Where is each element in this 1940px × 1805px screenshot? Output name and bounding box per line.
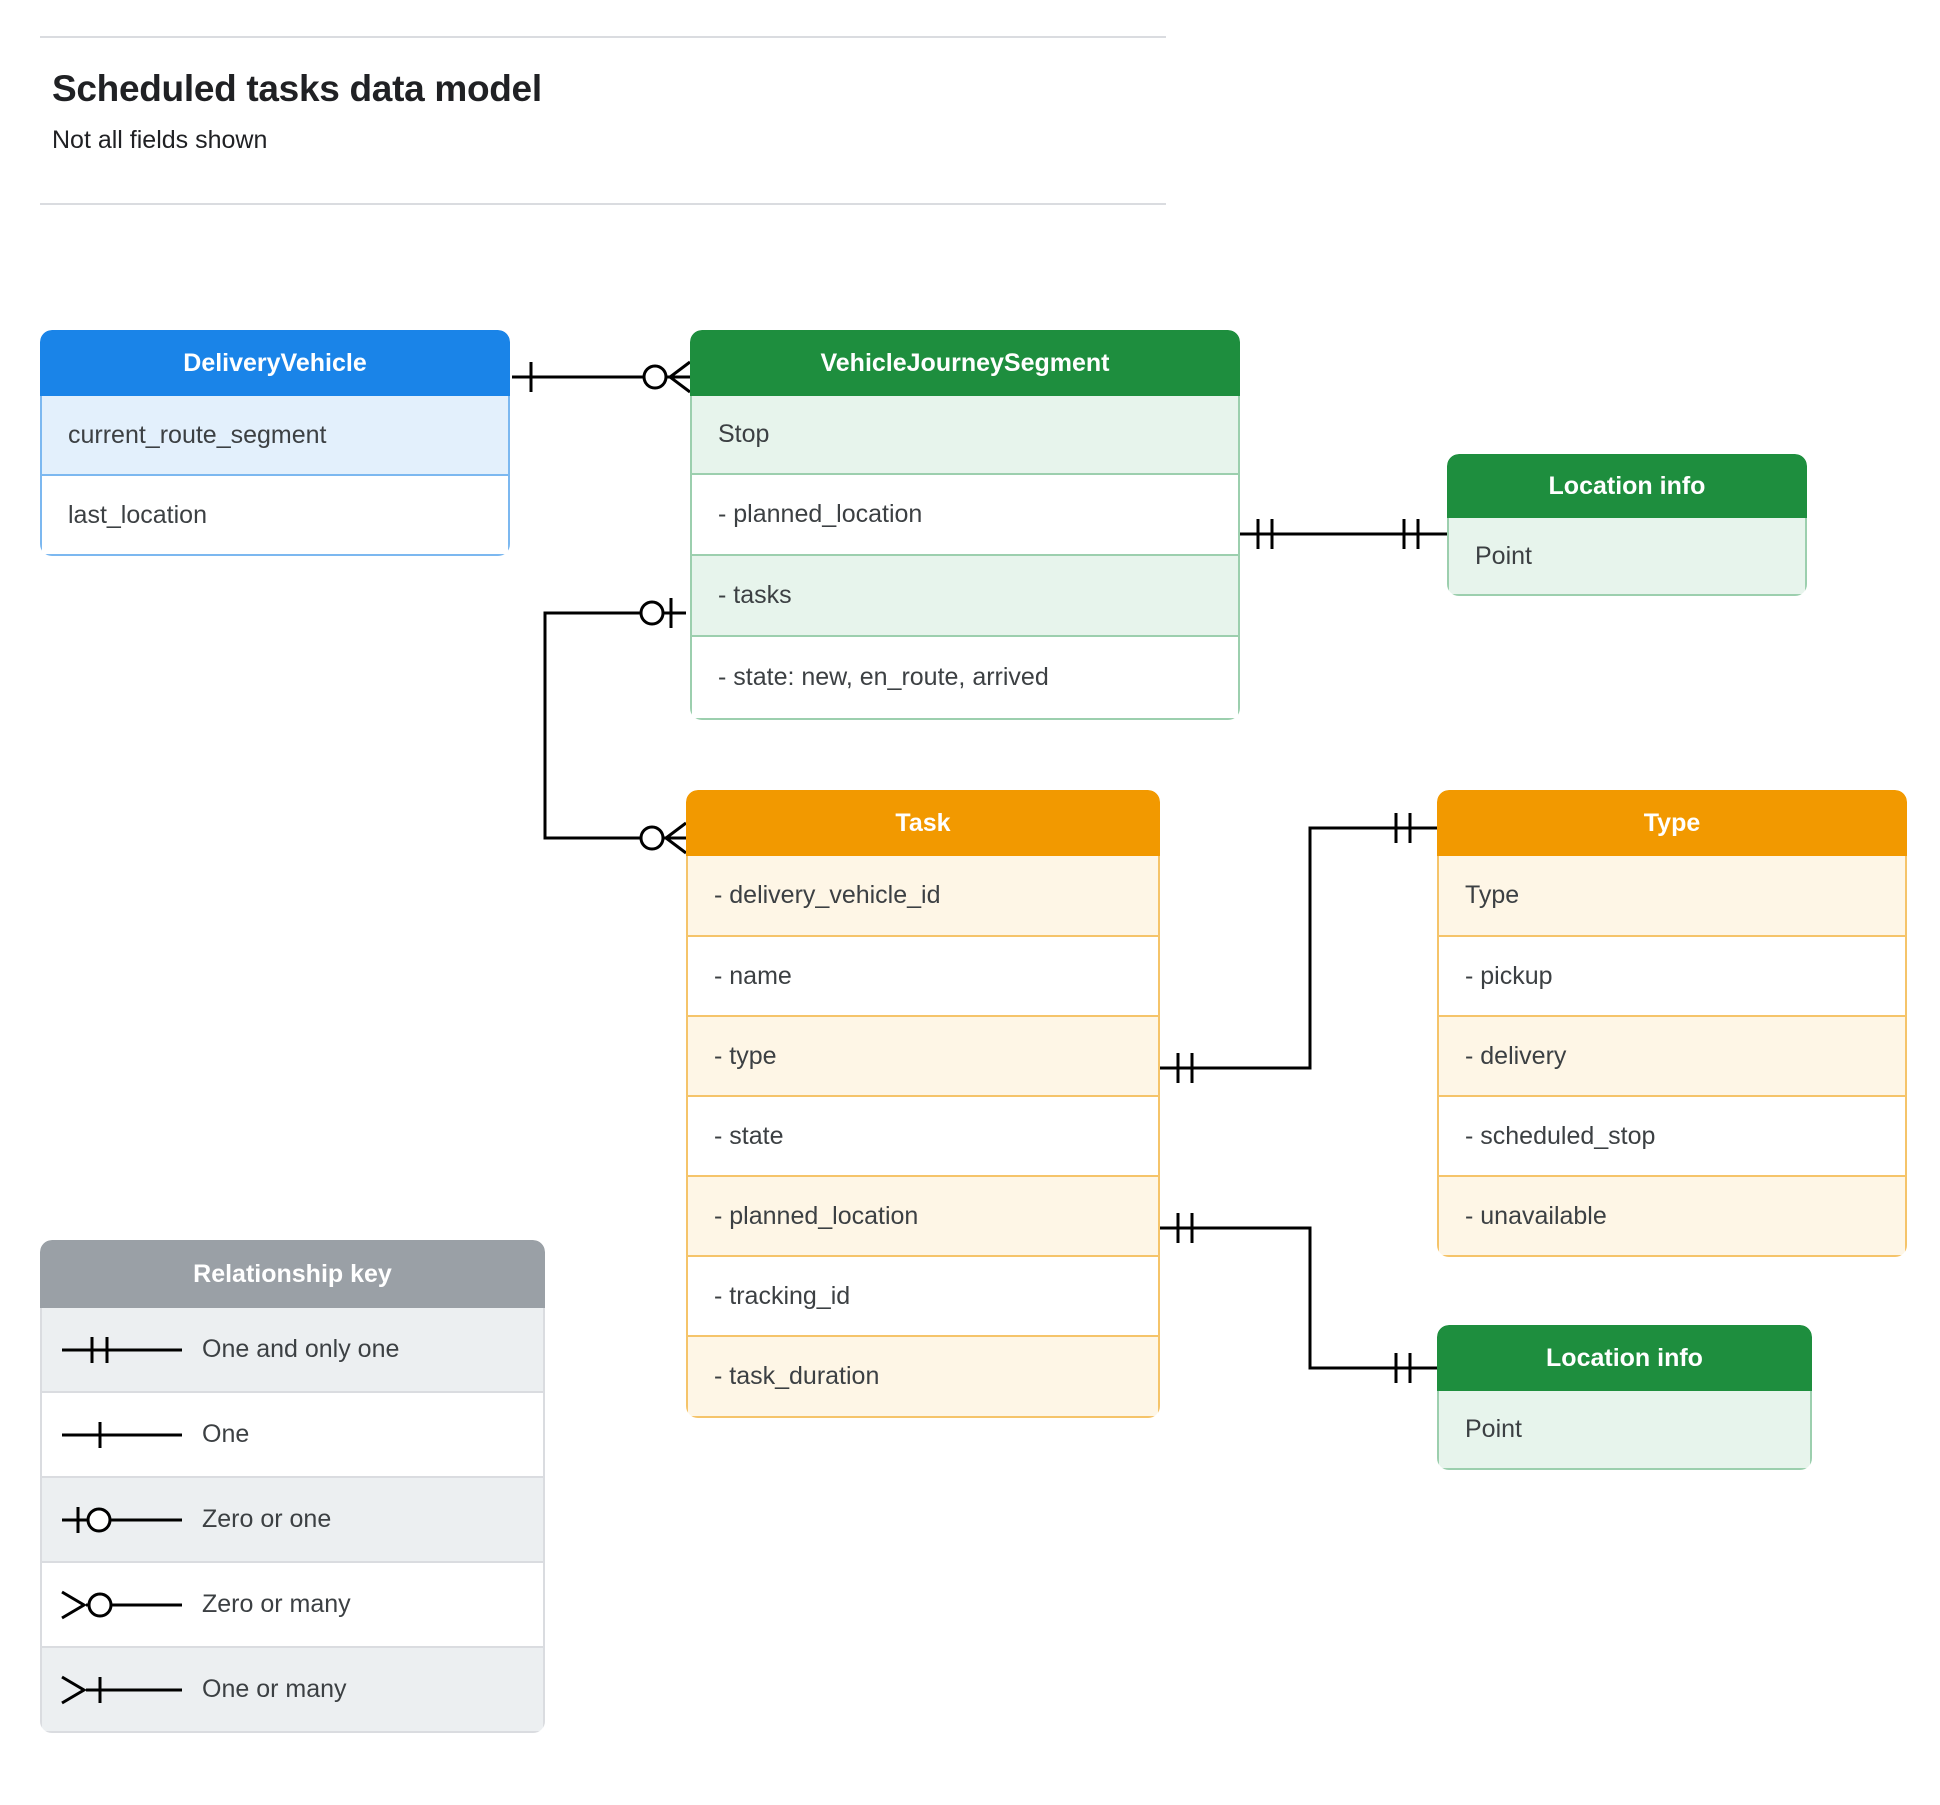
field-planned-location: - planned_location [690, 475, 1240, 556]
entity-delivery-vehicle-title: DeliveryVehicle [40, 330, 510, 396]
entity-type[interactable] [1437, 790, 1907, 1257]
field-type-delivery: - delivery [1437, 1017, 1907, 1097]
field-planned-location-task: - planned_location [686, 1177, 1160, 1257]
field-name: - name [686, 937, 1160, 1017]
entity-location-info-top-title: Location info [1447, 454, 1807, 518]
field-delivery-vehicle-id: - delivery_vehicle_id [686, 856, 1160, 937]
entity-location-info-bottom-title: Location info [1437, 1325, 1812, 1391]
field-point-top: Point [1447, 518, 1807, 596]
field-task-duration: - task_duration [686, 1337, 1160, 1418]
field-last-location: last_location [40, 476, 510, 556]
one-or-many-icon [42, 1670, 202, 1710]
relationship-key-title: Relationship key [40, 1240, 545, 1308]
field-current-route-segment: current_route_segment [40, 396, 510, 476]
relationship-key-label: Zero or one [202, 1505, 332, 1533]
header-divider-bottom [40, 203, 1166, 205]
relationship-key-label: One [202, 1420, 250, 1448]
zero-or-many-icon [42, 1585, 202, 1625]
entity-location-info-bottom[interactable] [1437, 1325, 1812, 1470]
field-tasks: - tasks [690, 556, 1240, 637]
relationship-key-item-one-and-only-one [40, 1308, 545, 1393]
field-point-bottom: Point [1437, 1391, 1812, 1470]
one-and-only-one-icon [42, 1330, 202, 1370]
relationship-key-item-zero-or-one [40, 1478, 545, 1563]
relationship-key-panel [40, 1240, 545, 1733]
field-tracking-id: - tracking_id [686, 1257, 1160, 1337]
field-state: - state: new, en_route, arrived [690, 637, 1240, 720]
relationship-key-item-one-or-many [40, 1648, 545, 1733]
relationship-key-item-one [40, 1393, 545, 1478]
relationship-key-label: One and only one [202, 1335, 400, 1363]
field-state-task: - state [686, 1097, 1160, 1177]
entity-task-title: Task [686, 790, 1160, 856]
entity-delivery-vehicle[interactable] [40, 330, 510, 556]
field-type-unavailable: - unavailable [1437, 1177, 1907, 1257]
page-title: Scheduled tasks data model [52, 68, 542, 109]
field-type-scheduled-stop: - scheduled_stop [1437, 1097, 1907, 1177]
entity-vehicle-journey-segment[interactable] [690, 330, 1240, 720]
entity-task[interactable] [686, 790, 1160, 1418]
entity-type-title: Type [1437, 790, 1907, 856]
field-type: - type [686, 1017, 1160, 1097]
entity-location-info-top[interactable] [1447, 454, 1807, 596]
relationship-key-label: One or many [202, 1675, 347, 1703]
entity-vehicle-journey-segment-title: VehicleJourneySegment [690, 330, 1240, 396]
zero-or-one-icon [42, 1500, 202, 1540]
header-divider-top [40, 36, 1166, 38]
field-type-pickup: - pickup [1437, 937, 1907, 1017]
field-type-label: Type [1437, 856, 1907, 937]
one-icon [42, 1415, 202, 1455]
page-subtitle: Not all fields shown [52, 126, 268, 154]
field-stop: Stop [690, 396, 1240, 475]
relationship-key-label: Zero or many [202, 1590, 351, 1618]
relationship-key-item-zero-or-many [40, 1563, 545, 1648]
